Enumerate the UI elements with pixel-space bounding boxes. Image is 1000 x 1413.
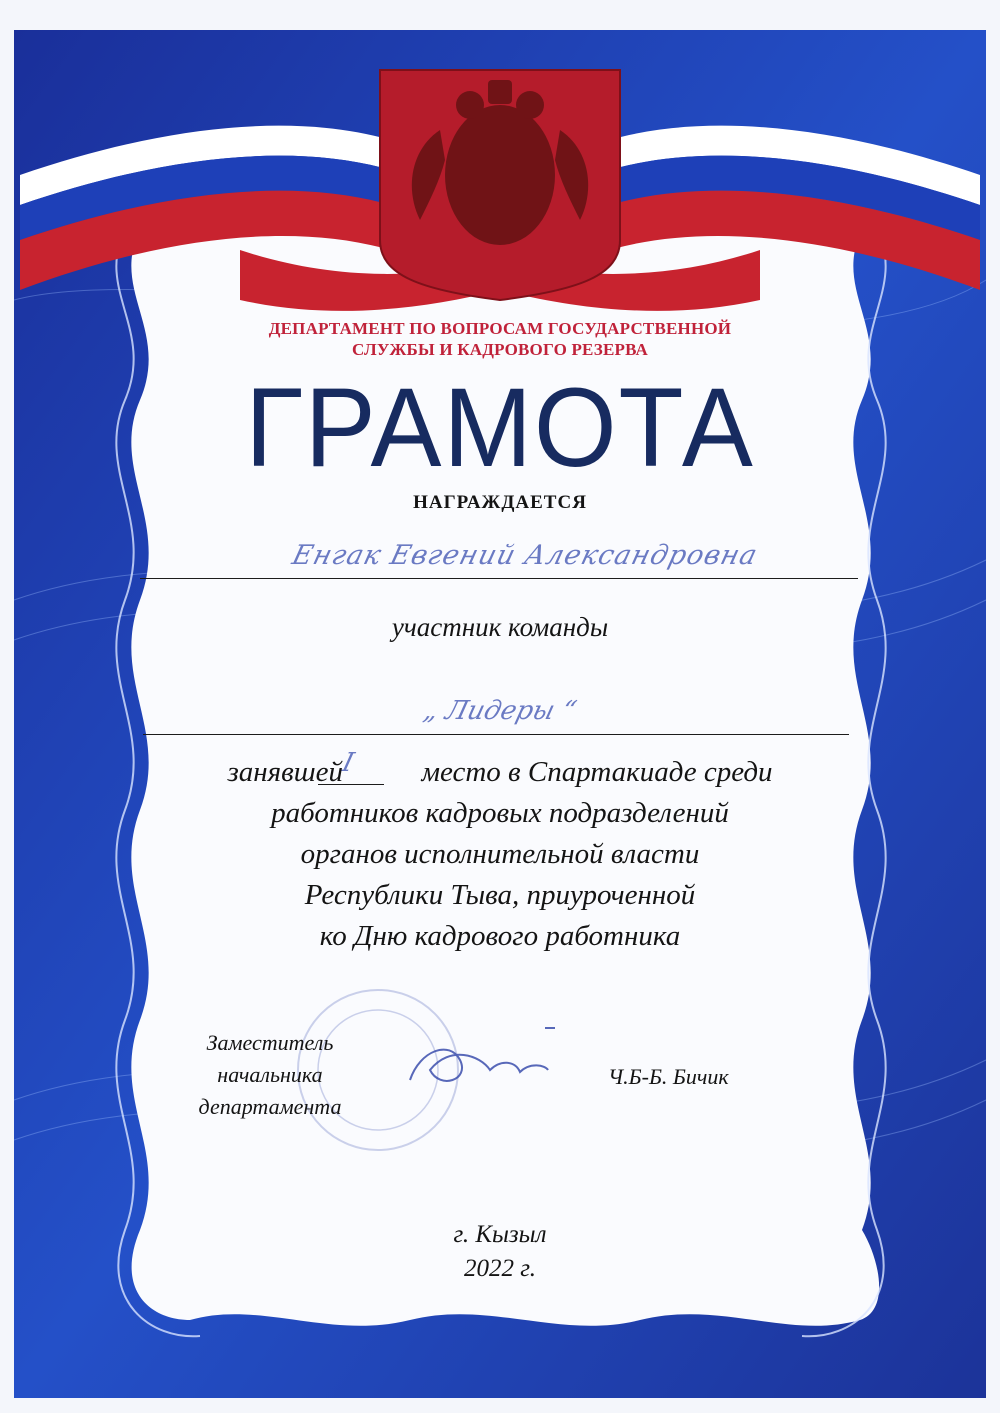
- department-line-2: СЛУЖБЫ И КАДРОВОГО РЕЗЕРВА: [351, 340, 649, 359]
- signer-title: [150, 1027, 390, 1123]
- body-line-4: Республики Тыва, приуроченной: [304, 879, 696, 911]
- footer: [0, 1218, 1000, 1286]
- body-line-3: органов исполнительной власти: [300, 838, 700, 870]
- team-name-line: [143, 734, 849, 735]
- signer-name: Ч.Б-Б. Бичик: [608, 1064, 729, 1089]
- body-line-1-suffix: место в Спартакиаде среди: [421, 756, 773, 788]
- place-handwritten: I: [339, 748, 357, 778]
- awarded-label: НАГРАЖДАЕТСЯ: [413, 492, 587, 513]
- award-body-text: [0, 752, 1000, 957]
- body-line-2: работников кадровых подразделений: [271, 797, 729, 829]
- signer-title-line-1: Заместитель: [206, 1030, 334, 1055]
- certificate-title: ГРАМОТА: [245, 365, 755, 490]
- role-label: участник команды: [391, 612, 609, 642]
- coat-of-arms-icon: [380, 70, 620, 300]
- footer-year: 2022 г.: [464, 1255, 536, 1282]
- body-line-5: ко Дню кадрового работника: [319, 920, 681, 952]
- team-name-handwritten: „ Лидеры “: [420, 696, 580, 726]
- signer-title-line-2: начальника: [217, 1062, 323, 1087]
- footer-city: г. Кызыл: [453, 1221, 547, 1248]
- recipient-name-handwritten: Енгак Евгений Александровна: [289, 540, 761, 571]
- body-line-1-prefix: занявшей: [227, 756, 343, 788]
- body-line-1: [0, 752, 1000, 793]
- department-line-1: ДЕПАРТАМЕНТ ПО ВОПРОСАМ ГОСУДАРСТВЕННОЙ: [268, 319, 732, 338]
- signer-title-line-3: департамента: [198, 1094, 342, 1119]
- recipient-name-line: [140, 578, 858, 579]
- department-header: [0, 318, 1000, 360]
